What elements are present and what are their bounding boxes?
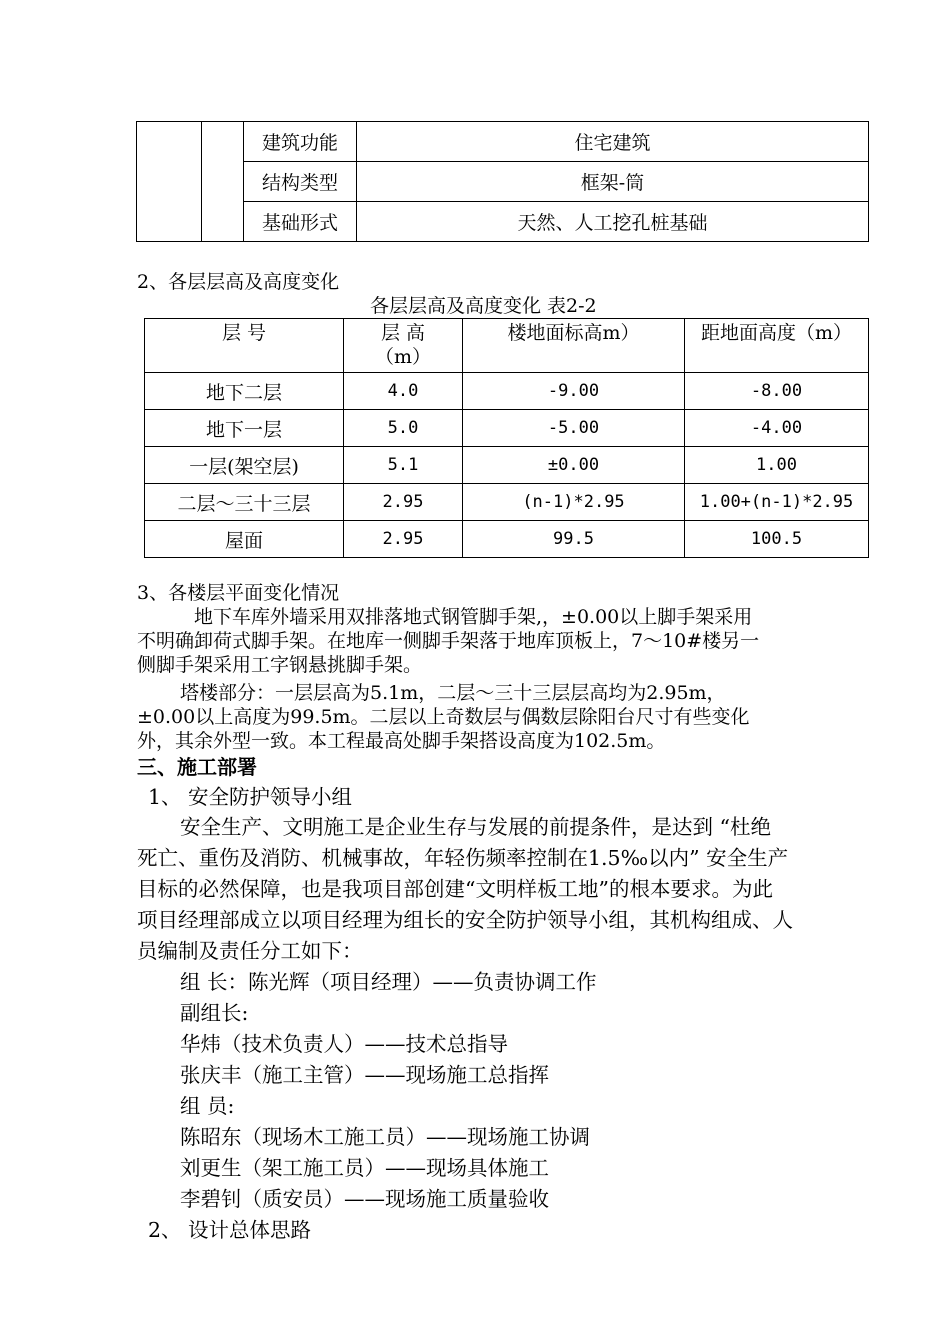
- cell: -8.00: [685, 373, 869, 410]
- cell: 二层～三十三层: [145, 484, 344, 521]
- info-label: 建筑功能: [244, 122, 357, 162]
- table-row: [145, 373, 869, 410]
- empty-cell: [137, 122, 202, 242]
- paragraph-line: 安全生产、文明施工是企业生存与发展的前提条件，是达到 “杜绝: [180, 815, 771, 839]
- cell: 地下一层: [145, 410, 344, 447]
- table-caption: 各层层高及高度变化 表2-2: [370, 295, 597, 317]
- section3-heading: 3、各楼层平面变化情况: [137, 582, 340, 604]
- paragraph-line: 地下车库外墙采用双排落地式钢管脚手架,，±0.00以上脚手架采用: [194, 606, 753, 628]
- paragraph-line: 外，其余外型一致。本工程最高处脚手架搭设高度为102.5m。: [137, 730, 666, 752]
- cell: 地下二层: [145, 373, 344, 410]
- paragraph-line: 侧脚手架采用工字钢悬挑脚手架。: [137, 654, 423, 676]
- cell: 屋面: [145, 521, 344, 558]
- table-row: [145, 484, 869, 521]
- paragraph-line: ±0.00以上高度为99.5m。二层以上奇数层与偶数层除阳台尺寸有些变化: [137, 706, 750, 728]
- cell: 5.1: [344, 447, 463, 484]
- cell: -4.00: [685, 410, 869, 447]
- building-info-table: [136, 121, 869, 242]
- cell: -5.00: [463, 410, 685, 447]
- member-line: 副组长:: [180, 1001, 249, 1025]
- paragraph-line: 不明确卸荷式脚手架。在地库一侧脚手架落于地库顶板上，7～10#楼另一: [137, 630, 760, 652]
- table-row: [145, 447, 869, 484]
- cell: 一层(架空层): [145, 447, 344, 484]
- info-value: 框架-筒: [357, 162, 869, 202]
- cell: -9.00: [463, 373, 685, 410]
- cell: 2.95: [344, 484, 463, 521]
- section2-heading: 2、各层层高及高度变化: [137, 271, 340, 293]
- col-header: 楼地面标高m）: [463, 319, 685, 373]
- cell: (n-1)*2.95: [463, 484, 685, 521]
- subsection-heading: 1、 安全防护领导小组: [148, 785, 353, 809]
- info-value: 住宅建筑: [357, 122, 869, 162]
- part3-heading: 三、施工部署: [137, 755, 257, 779]
- floor-height-table: [144, 318, 869, 558]
- paragraph-line: 员编制及责任分工如下：: [137, 939, 363, 963]
- member-line: 张庆丰（施工主管）——现场施工总指挥: [180, 1063, 549, 1087]
- col-header: 距地面高度（m）: [685, 319, 869, 373]
- cell: 100.5: [685, 521, 869, 558]
- paragraph-line: 目标的必然保障，也是我项目部创建“文明样板工地”的根本要求。为此: [137, 877, 773, 901]
- col-header: 层 号: [145, 319, 344, 373]
- info-value: 天然、人工挖孔桩基础: [357, 202, 869, 242]
- col-header: 层 高 （m）: [344, 319, 463, 373]
- info-label: 结构类型: [244, 162, 357, 202]
- cell: 2.95: [344, 521, 463, 558]
- cell: 4.0: [344, 373, 463, 410]
- member-line: 华炜（技术负责人）——技术总指导: [180, 1032, 508, 1056]
- member-line: 组 长：陈光辉（项目经理）——负责协调工作: [180, 970, 597, 994]
- paragraph-line: 项目经理部成立以项目经理为组长的安全防护领导小组，其机构组成、人: [137, 908, 793, 932]
- table-row: [145, 521, 869, 558]
- empty-cell: [202, 122, 244, 242]
- cell: 1.00+(n-1)*2.95: [685, 484, 869, 521]
- member-line: 陈昭东（现场木工施工员）——现场施工协调: [180, 1125, 590, 1149]
- info-label: 基础形式: [244, 202, 357, 242]
- cell: ±0.00: [463, 447, 685, 484]
- cell: 99.5: [463, 521, 685, 558]
- paragraph-line: 塔楼部分：一层层高为5.1m，二层～三十三层层高均为2.95m，: [180, 682, 726, 704]
- subsection-heading: 2、 设计总体思路: [148, 1218, 312, 1242]
- table-row: [145, 410, 869, 447]
- paragraph-line: 死亡、重伤及消防、机械事故，年轻伤频率控制在1.5‰以内” 安全生产: [137, 846, 789, 870]
- member-line: 组 员:: [180, 1094, 235, 1118]
- cell: 1.00: [685, 447, 869, 484]
- cell: 5.0: [344, 410, 463, 447]
- member-line: 李碧钊（质安员）——现场施工质量验收: [180, 1187, 549, 1211]
- member-line: 刘更生（架工施工员）——现场具体施工: [180, 1156, 549, 1180]
